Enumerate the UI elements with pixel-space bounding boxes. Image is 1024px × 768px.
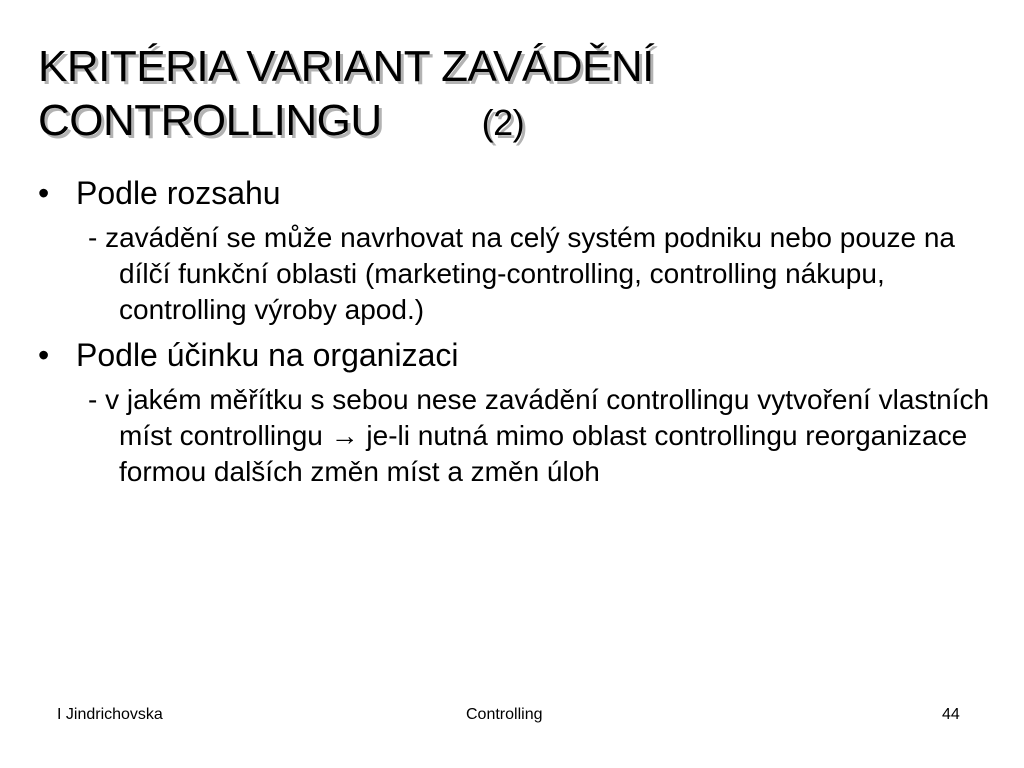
slide-title bbox=[38, 40, 998, 150]
footer-subject: Controlling bbox=[466, 706, 543, 723]
bullet-item bbox=[38, 172, 998, 214]
bullet-detail: - zavádění se může navrhovat na celý systém podniku nebo pouze na dílčí funkční oblasti (marketing-controlling, controlling nákupu, controlling výroby apod.) bbox=[88, 222, 955, 325]
footer-author: I Jindrichovska bbox=[57, 706, 163, 723]
slide-content bbox=[38, 172, 998, 490]
bullet-item bbox=[38, 334, 998, 376]
bullet-marker: • bbox=[38, 175, 50, 211]
slide-title-line1: KRITÉRIA VARIANT ZAVÁDĚNÍ bbox=[38, 42, 654, 91]
slide-title-main: CONTROLLINGU bbox=[38, 96, 382, 145]
slide-title-suffix: (2) bbox=[481, 102, 525, 143]
bullet-detail: - v jakém měřítku s sebou nese zavádění controllingu vytvoření vlastních míst controllingu → je-li nutná mimo oblast controllingu reorganizace formou dalších změn míst a změn úloh bbox=[88, 384, 990, 487]
bullet-heading: Podle účinku na organizaci bbox=[76, 337, 459, 373]
bullet-marker: • bbox=[38, 337, 50, 373]
bullet-heading: Podle rozsahu bbox=[76, 175, 281, 211]
footer-page-number: 44 bbox=[942, 706, 960, 723]
slide-title-line2 bbox=[38, 94, 998, 150]
